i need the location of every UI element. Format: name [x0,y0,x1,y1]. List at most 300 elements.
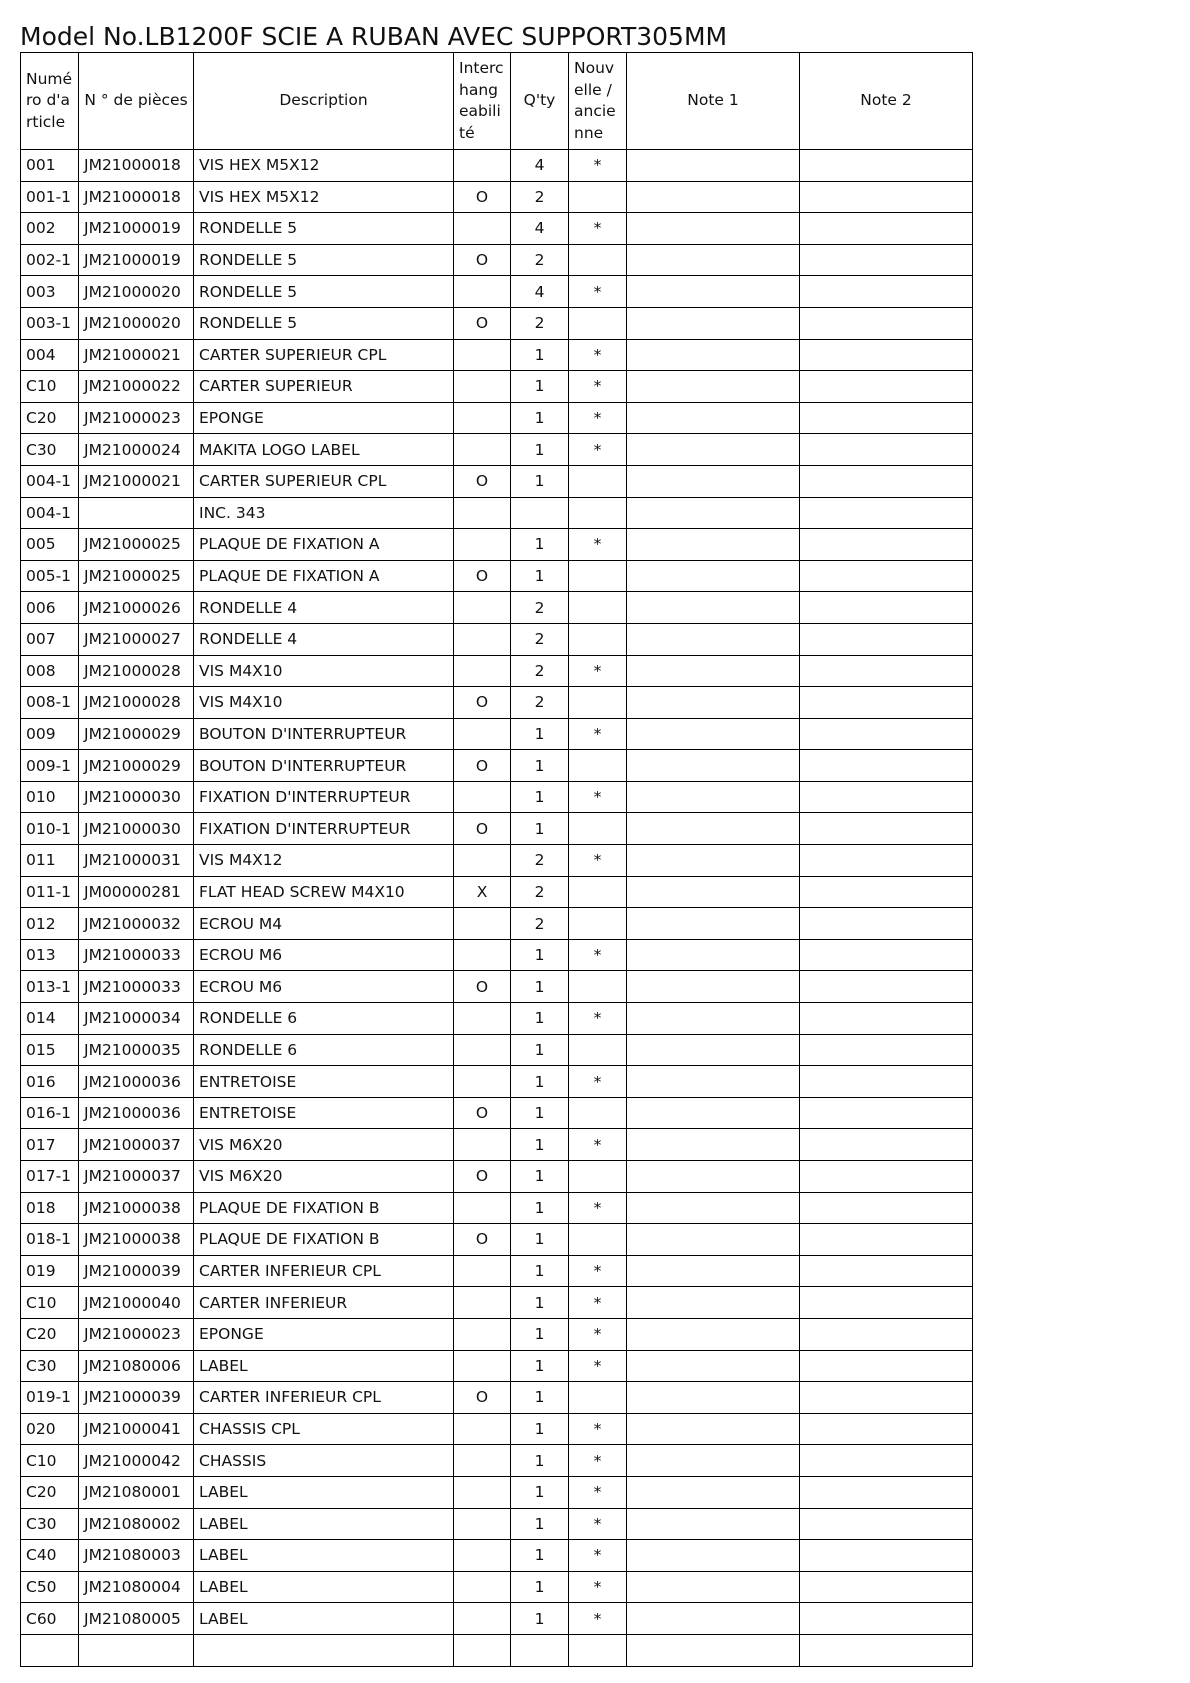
cell-note2 [800,1476,973,1508]
cell-interchangeability: O [454,181,511,213]
cell-description: LABEL [194,1350,454,1382]
table-row [21,1066,973,1098]
cell-new-old [569,1161,627,1193]
cell-interchangeability [454,150,511,182]
cell-part-no: JM21000039 [79,1382,194,1414]
cell-note2 [800,1255,973,1287]
cell-note2 [800,1318,973,1350]
cell-description: CARTER INFERIEUR CPL [194,1382,454,1414]
cell-note2 [800,276,973,308]
cell-note2 [800,1097,973,1129]
cell-item: 011-1 [21,876,79,908]
cell-part-no: JM21000033 [79,939,194,971]
table-row [21,1318,973,1350]
cell-new-old [569,1034,627,1066]
cell-description: ECROU M6 [194,971,454,1003]
table-row [21,592,973,624]
cell-note1 [627,339,800,371]
cell-item: 004-1 [21,465,79,497]
table-row [21,213,973,245]
cell-interchangeability [454,623,511,655]
cell-description: BOUTON D'INTERRUPTEUR [194,718,454,750]
cell-new-old: * [569,1066,627,1098]
cell-interchangeability: O [454,1161,511,1193]
cell-qty: 2 [511,181,569,213]
cell-interchangeability [454,718,511,750]
cell-qty: 2 [511,876,569,908]
cell-new-old [569,181,627,213]
cell-note2 [800,1129,973,1161]
table-row [21,781,973,813]
cell-part-no: JM21000041 [79,1413,194,1445]
cell-note1 [627,1192,800,1224]
cell-note1 [627,1603,800,1635]
cell-part-no: JM21000038 [79,1192,194,1224]
cell-note2 [800,181,973,213]
cell-item: 010 [21,781,79,813]
cell-qty: 1 [511,1224,569,1256]
cell-note2 [800,781,973,813]
cell-description: LABEL [194,1540,454,1572]
cell-part-no: JM21080002 [79,1508,194,1540]
cell-new-old [569,1097,627,1129]
cell-item: 009 [21,718,79,750]
cell-empty [800,1634,973,1666]
cell-new-old [569,560,627,592]
cell-item: 017-1 [21,1161,79,1193]
cell-new-old: * [569,1003,627,1035]
cell-new-old: * [569,1445,627,1477]
cell-interchangeability: X [454,876,511,908]
cell-note1 [627,560,800,592]
cell-item: 015 [21,1034,79,1066]
cell-note2 [800,402,973,434]
cell-interchangeability: O [454,560,511,592]
cell-part-no: JM21000029 [79,750,194,782]
cell-note2 [800,1508,973,1540]
cell-note1 [627,529,800,561]
cell-part-no [79,497,194,529]
cell-new-old: * [569,655,627,687]
cell-description: CARTER INFERIEUR [194,1287,454,1319]
cell-item: 002-1 [21,244,79,276]
cell-new-old [569,813,627,845]
cell-note1 [627,687,800,719]
parts-table-body [21,150,973,1667]
cell-new-old: * [569,371,627,403]
cell-item: 014 [21,1003,79,1035]
cell-note2 [800,876,973,908]
cell-note1 [627,1350,800,1382]
cell-part-no: JM21000037 [79,1129,194,1161]
cell-interchangeability [454,592,511,624]
cell-description: CARTER SUPERIEUR CPL [194,339,454,371]
cell-note1 [627,939,800,971]
cell-new-old [569,1224,627,1256]
cell-note1 [627,1571,800,1603]
cell-qty: 1 [511,1066,569,1098]
cell-note2 [800,592,973,624]
cell-part-no: JM21000042 [79,1445,194,1477]
cell-item: 019 [21,1255,79,1287]
table-row [21,402,973,434]
cell-new-old: * [569,1571,627,1603]
cell-part-no: JM21080006 [79,1350,194,1382]
cell-interchangeability: O [454,813,511,845]
cell-item: 010-1 [21,813,79,845]
table-row [21,1413,973,1445]
table-row [21,1255,973,1287]
cell-note1 [627,465,800,497]
cell-qty: 1 [511,1255,569,1287]
cell-new-old [569,244,627,276]
cell-note1 [627,1034,800,1066]
cell-new-old: * [569,213,627,245]
table-row [21,1540,973,1572]
cell-description: CHASSIS CPL [194,1413,454,1445]
cell-interchangeability [454,1003,511,1035]
cell-note2 [800,371,973,403]
cell-interchangeability [454,1287,511,1319]
col-header-item: Numéro d'article [21,53,79,150]
cell-note2 [800,845,973,877]
table-row [21,750,973,782]
cell-interchangeability [454,1255,511,1287]
cell-part-no: JM21080004 [79,1571,194,1603]
cell-qty: 1 [511,718,569,750]
cell-description: RONDELLE 5 [194,307,454,339]
cell-part-no: JM21000025 [79,560,194,592]
cell-new-old: * [569,718,627,750]
cell-interchangeability [454,1066,511,1098]
cell-qty: 4 [511,213,569,245]
cell-new-old [569,307,627,339]
cell-part-no: JM21000040 [79,1287,194,1319]
cell-new-old [569,623,627,655]
cell-qty: 1 [511,529,569,561]
cell-part-no: JM21000035 [79,1034,194,1066]
cell-note2 [800,813,973,845]
cell-qty: 1 [511,371,569,403]
cell-new-old: * [569,1476,627,1508]
cell-part-no: JM21000019 [79,244,194,276]
cell-interchangeability [454,1603,511,1635]
cell-new-old: * [569,781,627,813]
cell-part-no: JM21000032 [79,908,194,940]
cell-part-no: JM21000030 [79,813,194,845]
cell-note1 [627,1382,800,1414]
cell-item: C30 [21,1350,79,1382]
cell-qty: 4 [511,150,569,182]
cell-note1 [627,371,800,403]
cell-interchangeability [454,1413,511,1445]
table-row [21,371,973,403]
cell-part-no: JM21000027 [79,623,194,655]
cell-note2 [800,1382,973,1414]
cell-description: VIS M6X20 [194,1161,454,1193]
cell-item: C20 [21,1476,79,1508]
cell-note1 [627,244,800,276]
cell-new-old: * [569,276,627,308]
table-row [21,813,973,845]
cell-qty: 1 [511,1571,569,1603]
cell-note2 [800,623,973,655]
cell-empty [511,1634,569,1666]
table-row [21,845,973,877]
cell-qty: 1 [511,465,569,497]
table-row [21,529,973,561]
cell-part-no: JM21000031 [79,845,194,877]
cell-part-no: JM21000018 [79,150,194,182]
cell-note2 [800,1287,973,1319]
cell-note2 [800,655,973,687]
cell-description: RONDELLE 4 [194,592,454,624]
cell-note1 [627,592,800,624]
cell-interchangeability [454,529,511,561]
cell-qty [511,497,569,529]
cell-note1 [627,1413,800,1445]
cell-item: C10 [21,1445,79,1477]
cell-note1 [627,434,800,466]
cell-note2 [800,244,973,276]
cell-new-old: * [569,1287,627,1319]
cell-note1 [627,750,800,782]
cell-item: 008 [21,655,79,687]
cell-part-no: JM21000039 [79,1255,194,1287]
cell-empty [454,1634,511,1666]
page-title: Model No.LB1200F SCIE A RUBAN AVEC SUPPORT305MM [20,22,728,51]
cell-qty: 4 [511,276,569,308]
cell-note1 [627,971,800,1003]
cell-part-no: JM21000028 [79,687,194,719]
table-row [21,939,973,971]
cell-item: 016-1 [21,1097,79,1129]
cell-item: 020 [21,1413,79,1445]
cell-note2 [800,687,973,719]
cell-new-old: * [569,1508,627,1540]
cell-note1 [627,1129,800,1161]
cell-note2 [800,529,973,561]
table-header-row [21,53,973,150]
cell-note2 [800,1224,973,1256]
cell-description: CARTER SUPERIEUR [194,371,454,403]
cell-part-no: JM21000029 [79,718,194,750]
table-row [21,307,973,339]
cell-part-no: JM21000018 [79,181,194,213]
cell-note2 [800,1445,973,1477]
cell-qty: 1 [511,1540,569,1572]
cell-new-old: * [569,339,627,371]
cell-qty: 1 [511,402,569,434]
table-row [21,876,973,908]
cell-item: 013-1 [21,971,79,1003]
cell-interchangeability [454,1129,511,1161]
cell-part-no: JM21000021 [79,465,194,497]
cell-description: VIS HEX M5X12 [194,150,454,182]
table-row [21,181,973,213]
cell-interchangeability [454,1571,511,1603]
cell-note2 [800,1603,973,1635]
cell-interchangeability [454,213,511,245]
table-row [21,908,973,940]
cell-note1 [627,623,800,655]
cell-description: VIS M4X10 [194,655,454,687]
cell-note2 [800,1003,973,1035]
cell-note2 [800,1413,973,1445]
col-header-note2: Note 2 [800,53,973,150]
cell-interchangeability [454,1192,511,1224]
cell-note2 [800,971,973,1003]
table-row [21,1571,973,1603]
cell-item: 003 [21,276,79,308]
table-row [21,1224,973,1256]
cell-item: C50 [21,1571,79,1603]
cell-item: C40 [21,1540,79,1572]
cell-qty: 1 [511,1350,569,1382]
cell-note1 [627,1097,800,1129]
cell-item: C20 [21,1318,79,1350]
cell-qty: 1 [511,560,569,592]
table-row [21,465,973,497]
cell-description: ECROU M4 [194,908,454,940]
cell-note1 [627,1066,800,1098]
cell-qty: 1 [511,1003,569,1035]
cell-new-old: * [569,1192,627,1224]
cell-note1 [627,1003,800,1035]
cell-note2 [800,150,973,182]
cell-new-old: * [569,1540,627,1572]
cell-item: 001-1 [21,181,79,213]
cell-new-old: * [569,402,627,434]
cell-note2 [800,1571,973,1603]
cell-item: C60 [21,1603,79,1635]
cell-note1 [627,181,800,213]
cell-new-old: * [569,1350,627,1382]
cell-qty: 2 [511,244,569,276]
cell-note1 [627,908,800,940]
cell-new-old: * [569,434,627,466]
cell-new-old [569,876,627,908]
cell-note1 [627,276,800,308]
cell-item: 004 [21,339,79,371]
cell-description: VIS HEX M5X12 [194,181,454,213]
cell-description: FLAT HEAD SCREW M4X10 [194,876,454,908]
cell-new-old: * [569,845,627,877]
cell-interchangeability [454,1445,511,1477]
cell-description: INC. 343 [194,497,454,529]
cell-description: MAKITA LOGO LABEL [194,434,454,466]
table-row [21,971,973,1003]
cell-item: 012 [21,908,79,940]
cell-new-old [569,497,627,529]
cell-note1 [627,876,800,908]
cell-part-no: JM21000020 [79,276,194,308]
cell-note1 [627,1445,800,1477]
cell-note1 [627,845,800,877]
cell-note1 [627,307,800,339]
cell-new-old [569,908,627,940]
cell-interchangeability: O [454,687,511,719]
table-row [21,718,973,750]
cell-empty [194,1634,454,1666]
cell-new-old: * [569,529,627,561]
cell-qty: 1 [511,971,569,1003]
col-header-new-old: Nouvelle / ancienne [569,53,627,150]
cell-part-no: JM21080005 [79,1603,194,1635]
cell-interchangeability [454,845,511,877]
cell-empty [627,1634,800,1666]
cell-item: 018-1 [21,1224,79,1256]
cell-new-old: * [569,150,627,182]
cell-item: 001 [21,150,79,182]
table-row [21,1603,973,1635]
cell-qty: 1 [511,813,569,845]
cell-note1 [627,1476,800,1508]
cell-description: LABEL [194,1571,454,1603]
table-row [21,1034,973,1066]
table-row-cut-off [21,1634,973,1666]
table-row [21,276,973,308]
cell-part-no: JM21000024 [79,434,194,466]
cell-description: BOUTON D'INTERRUPTEUR [194,750,454,782]
cell-new-old [569,592,627,624]
cell-note1 [627,1255,800,1287]
cell-qty: 1 [511,1603,569,1635]
cell-interchangeability [454,939,511,971]
cell-interchangeability [454,497,511,529]
cell-description: RONDELLE 6 [194,1003,454,1035]
cell-item: 011 [21,845,79,877]
cell-description: FIXATION D'INTERRUPTEUR [194,781,454,813]
cell-interchangeability: O [454,750,511,782]
cell-qty: 1 [511,1287,569,1319]
cell-item: 005-1 [21,560,79,592]
cell-interchangeability: O [454,465,511,497]
cell-part-no: JM21000026 [79,592,194,624]
cell-note1 [627,718,800,750]
table-row [21,1003,973,1035]
cell-note1 [627,1287,800,1319]
col-header-part-no: N ° de pièces [79,53,194,150]
cell-interchangeability [454,1034,511,1066]
table-row [21,150,973,182]
cell-item: 016 [21,1066,79,1098]
cell-note1 [627,1224,800,1256]
cell-item: 002 [21,213,79,245]
cell-new-old: * [569,1129,627,1161]
cell-description: RONDELLE 5 [194,276,454,308]
cell-qty: 2 [511,845,569,877]
cell-qty: 1 [511,939,569,971]
cell-item: 013 [21,939,79,971]
cell-qty: 1 [511,750,569,782]
cell-description: LABEL [194,1476,454,1508]
cell-item: 008-1 [21,687,79,719]
cell-description: ENTRETOISE [194,1097,454,1129]
cell-note2 [800,908,973,940]
cell-note2 [800,1161,973,1193]
cell-item: C30 [21,434,79,466]
cell-description: LABEL [194,1603,454,1635]
cell-description: FIXATION D'INTERRUPTEUR [194,813,454,845]
cell-description: CARTER INFERIEUR CPL [194,1255,454,1287]
cell-new-old: * [569,1255,627,1287]
cell-note1 [627,497,800,529]
table-row [21,655,973,687]
cell-part-no: JM00000281 [79,876,194,908]
cell-note2 [800,939,973,971]
cell-note2 [800,1034,973,1066]
